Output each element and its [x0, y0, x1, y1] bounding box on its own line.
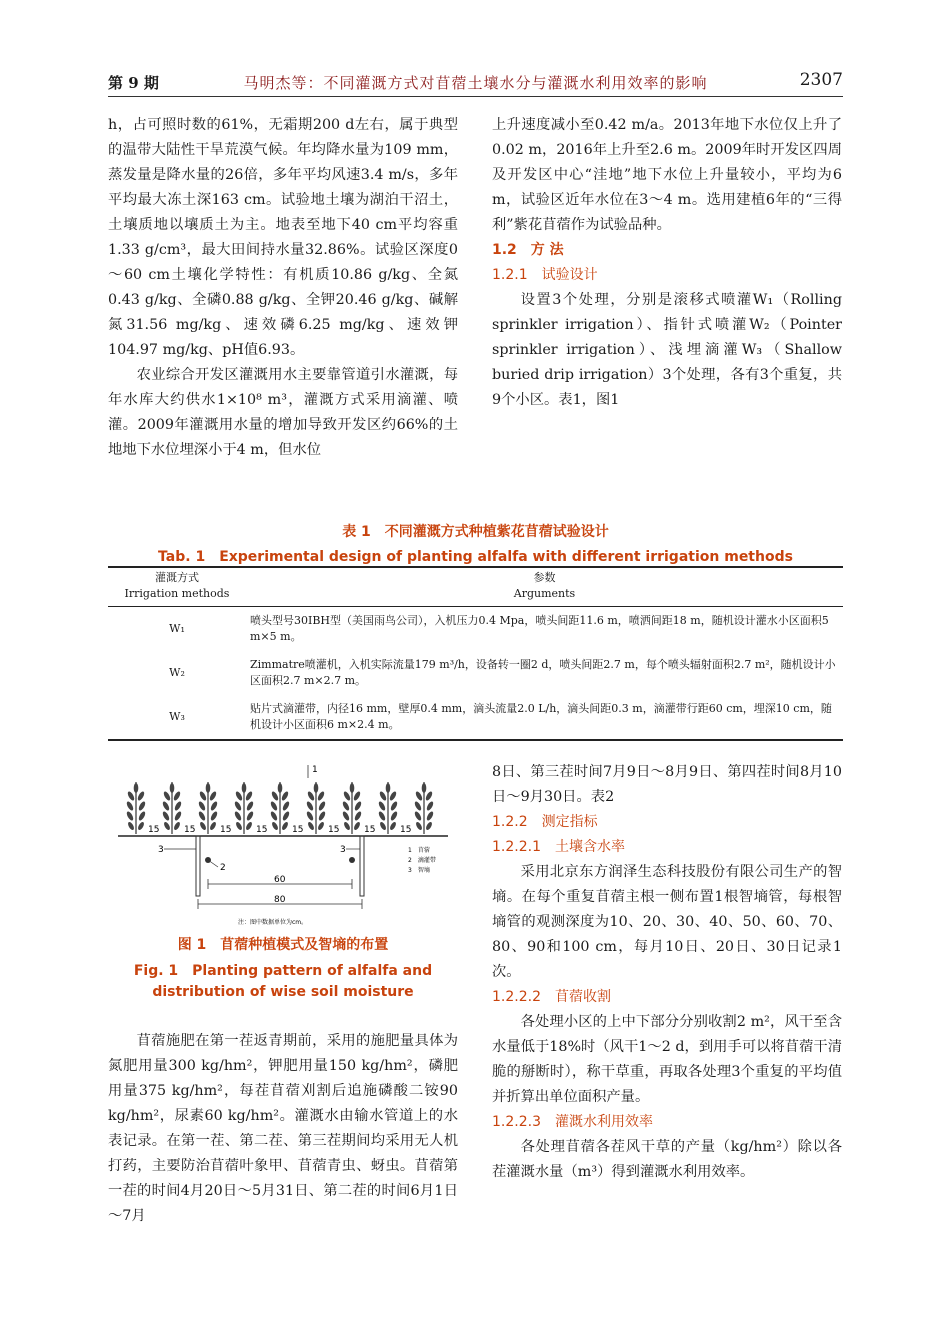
- paragraph: 设置3个处理，分别是滚移式喷灌W₁（Rolling sprinkler irrigation）、指针式喷灌W₂（Pointer sprinkler irrigation）、浅埋滴灌W₃（Shallow buried drip irrigation）3个处理，各有3个重复，共9个小区。表1，图1: [492, 292, 842, 408]
- figure-note: 注：图中数据单位为cm。: [238, 919, 308, 926]
- left-column-top: [108, 113, 458, 463]
- legend-soil-moisture: 3 智墒: [408, 867, 430, 874]
- label-2: 2: [220, 863, 226, 873]
- experiment-design-table: [108, 566, 843, 741]
- spacing-label: 15: [292, 825, 304, 835]
- header-en: Arguments: [513, 587, 576, 600]
- table-row: [108, 651, 843, 695]
- paragraph: 上升速度减小至0.42 m/a。2013年地下水位仅上升了0.02 m，2016年上升至2.6 m。2009年时开发区四周及开发区中心“洼地”地下水位上升量较小，平均为6 m，试验区近年水位在3～4 m。选用建植6年的“三得利”紫花苜蓿作为试验品种。: [492, 117, 842, 233]
- table-row: [108, 695, 843, 740]
- subsection-heading: 1.2.2.3 灌溉水利用效率: [492, 1114, 653, 1130]
- table-caption-en: Tab. 1 Experimental design of planting alfalfa with different irrigation methods: [158, 549, 793, 565]
- dimension-80: 80: [274, 895, 286, 905]
- header-en: Irrigation methods: [124, 587, 230, 600]
- left-column-bottom: [108, 1029, 458, 1229]
- spacing-label: 15: [256, 825, 268, 835]
- right-column-bottom: [492, 760, 842, 1185]
- figure-caption-en: distribution of wise soil moisture: [152, 984, 414, 1000]
- spacing-label: 15: [328, 825, 340, 835]
- section-heading: 1.2 方 法: [492, 242, 564, 258]
- method-cell: W₃: [108, 695, 246, 740]
- table-caption-cn: 表 1 不同灌溉方式种植紫花苜蓿试验设计: [342, 524, 609, 540]
- label-3: 3: [158, 845, 164, 855]
- header-cn: 灌溉方式: [155, 571, 199, 584]
- label-3: 3: [340, 845, 346, 855]
- figure-caption-en: Fig. 1 Planting pattern of alfalfa and: [133, 963, 433, 979]
- figure-caption-cn: 图 1 苜蓿种植模式及智墒的布置: [177, 937, 389, 953]
- method-cell: W₂: [169, 666, 185, 679]
- alfalfa-plants: [126, 782, 435, 834]
- legend-drip-tape: 2 滴灌带: [408, 857, 436, 864]
- soil-moisture-tube: [360, 836, 364, 896]
- subsection-heading: 1.2.2.1 土壤含水率: [492, 839, 625, 855]
- spacing-label: 15: [184, 825, 196, 835]
- legend-alfalfa: 1 苜蓿: [408, 847, 430, 854]
- paragraph: 苜蓿施肥在第一茬返青期前，采用的施肥量具体为氮肥用量300 kg/hm²，钾肥用量150 kg/hm²，磷肥用量375 kg/hm²，每茬苜蓿刈割后追施磷酸二铵90 kg/hm²，尿素60 kg/hm²。灌溉水由输水管道上的水表记录。在第一茬、第二茬、第三茬期间均采用无人机打药，主要防治苜蓿叶象甲、苜蓿青虫、蚜虫。苜蓿第一茬的时间4月20日～5月31日、第二茬的时间6月1日～7月: [108, 1033, 458, 1224]
- arguments-cell: 喷头型号30IBH型（美国雨鸟公司），入机压力0.4 Mpa，喷头间距11.6 m，喷洒间距18 m，随机设计灌水小区面积5 m×5 m。: [250, 614, 829, 643]
- paragraph: 采用北京东方润泽生态科技股份有限公司生产的智墒。在每个重复苜蓿主根一侧布置1根智墒管，每根智墒管的观测深度为10、20、30、40、50、60、70、80、90和100 cm，每月10日、20日、30日记录1次。: [492, 864, 842, 980]
- table-header-arguments: [246, 567, 843, 607]
- spacing-label: 15: [364, 825, 376, 835]
- soil-moisture-tube: [196, 836, 200, 896]
- arguments-cell: 贴片式滴灌带，内径16 mm，壁厚0.4 mm，滴头流量2.0 L/h，滴头间距0.3 m，滴灌带行距60 cm，埋深10 cm，随机设计小区面积6 m×2.4 m。: [246, 695, 843, 740]
- page-number: 2307: [799, 70, 843, 90]
- table-header-method: [108, 567, 246, 607]
- running-header: [108, 66, 843, 97]
- table-header-row: [108, 567, 843, 607]
- spacing-label: 15: [220, 825, 232, 835]
- spacing-label: 15: [400, 825, 412, 835]
- subsection-heading: 1.2.2.2 苜蓿收割: [492, 989, 611, 1005]
- table-row: [108, 607, 843, 652]
- subsection-heading: 1.2.1 试验设计: [492, 267, 598, 283]
- arguments-cell: Zimmatre喷灌机，入机实际流量179 m³/h，设备转一圈2 d，喷头间距2.7 m，每个喷头辐射面积2.7 m²，随机设计小区面积2.7 m×2.7 m。: [250, 658, 836, 687]
- paragraph: 农业综合开发区灌溉用水主要靠管道引水灌溉，每年水库大约供水1×10⁸ m³，灌溉方式采用滴灌、喷灌。2009年灌溉用水量的增加导致开发区约66%的土地地下水位埋深小于4 m，但水位: [108, 367, 458, 458]
- issue-number: 第 9 期: [108, 74, 159, 92]
- planting-pattern-figure: [108, 760, 458, 930]
- subsection-heading: 1.2.2 测定指标: [492, 814, 598, 830]
- right-column-top: [492, 113, 842, 413]
- label-1: 1: [312, 765, 318, 775]
- drip-tape: [349, 857, 355, 863]
- spacing-label: 15: [148, 825, 160, 835]
- dimension-60: 60: [274, 875, 286, 885]
- paragraph: h，占可照时数的61%，无霜期200 d左右，属于典型的温带大陆性干旱荒漠气候。年均降水量为109 mm，蒸发量是降水量的26倍，多年平均风速3.4 m/s，多年平均最大冻土深163 cm。试验地土壤为湖泊干沼土，土壤质地以壤质土为主。地表至地下40 cm平均容重1.33 g/cm³，最大田间持水量32.86%。试验区深度0～60 cm土壤化学特性：有机质10.86 g/kg、全氮0.43 g/kg、全磷0.88 g/kg、全钾20.46 g/kg、碱解氮31.56 mg/kg、速效磷6.25 mg/kg、速效钾104.97 mg/kg、pH值6.93。: [108, 117, 458, 358]
- paragraph: 各处理小区的上中下部分分别收割2 m²，风干至含水量低于18%时（风干1～2 d，到用手可以将苜蓿干清脆的掰断时），称干草重，再取各处理3个重复的平均值并折算出单位面积产量。: [492, 1014, 842, 1105]
- header-cn: 参数: [533, 571, 556, 584]
- running-title: 马明杰等：不同灌溉方式对苜蓿土壤水分与灌溉水利用效率的影响: [243, 74, 708, 92]
- paragraph: 各处理苜蓿各茬风干草的产量（kg/hm²）除以各茬灌溉水量（m³）得到灌溉水利用效率。: [492, 1139, 842, 1180]
- paragraph: 8日、第三茬时间7月9日～8月9日、第四茬时间8月10日～9月30日。表2: [492, 764, 842, 805]
- method-cell: W₁: [169, 622, 185, 635]
